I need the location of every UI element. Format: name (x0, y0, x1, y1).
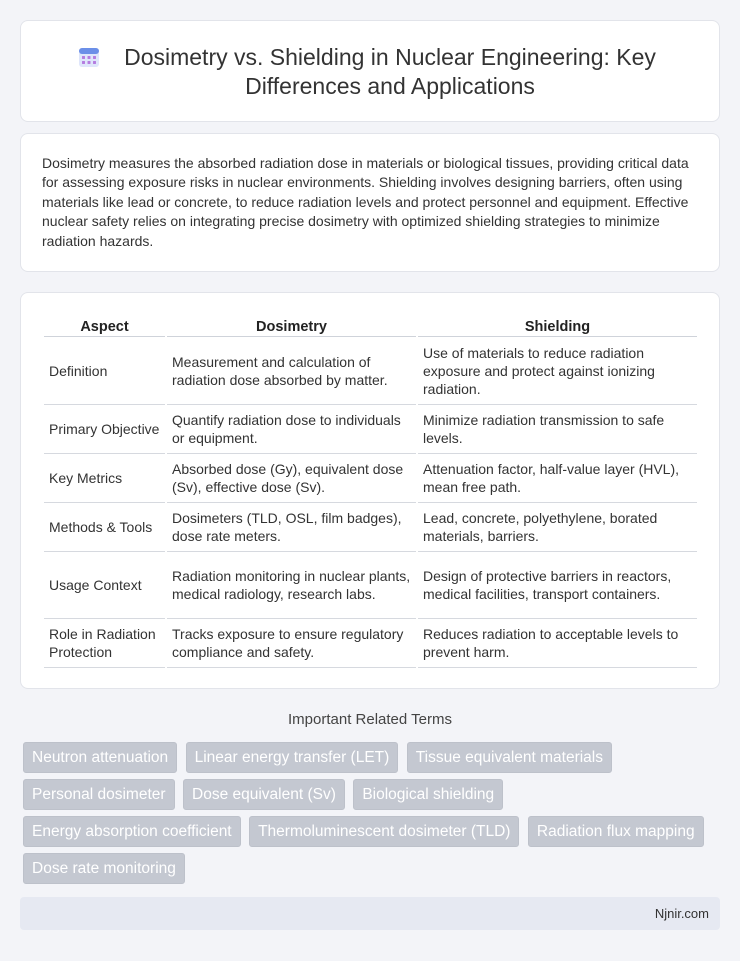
cell-dosimetry: Absorbed dose (Gy), equivalent dose (Sv), effective dose (Sv). (167, 454, 416, 503)
cell-aspect: Usage Context (44, 552, 165, 619)
comparison-table-card (20, 292, 720, 689)
cell-dosimetry: Measurement and calculation of radiation dose absorbed by matter. (167, 337, 416, 405)
intro-paragraph: Dosimetry measures the absorbed radiation dose in materials or biological tissues, providing critical data for assessing exposure risks in nuclear environments. Shielding involves designing barriers, often using materials like lead or concrete, to reduce radiation levels and protect personnel and equipment. Effective nuclear safety relies on integrating precise dosimetry with optimized shielding strategies to minimize radiation hazards. (42, 155, 689, 249)
page-title (21, 43, 719, 101)
cell-shielding: Minimize radiation transmission to safe levels. (418, 405, 697, 454)
table-row (44, 454, 697, 503)
table-row (44, 552, 697, 619)
table-row (44, 405, 697, 454)
related-term-tag[interactable]: Tissue equivalent materials (407, 742, 612, 773)
header-aspect: Aspect (44, 315, 165, 337)
related-term-tag[interactable]: Energy absorption coefficient (23, 816, 241, 847)
related-term-tag[interactable]: Thermoluminescent dosimeter (TLD) (249, 816, 519, 847)
related-term-tag[interactable]: Dose rate monitoring (23, 853, 185, 884)
cell-aspect: Role in Radiation Protection (44, 619, 165, 668)
related-term-tag[interactable]: Personal dosimeter (23, 779, 175, 810)
header-card (20, 20, 720, 122)
cell-shielding: Design of protective barriers in reactors, medical facilities, transport containers. (418, 552, 697, 619)
comparison-table (42, 315, 699, 668)
cell-dosimetry: Quantify radiation dose to individuals or equipment. (167, 405, 416, 454)
cell-aspect: Key Metrics (44, 454, 165, 503)
related-terms-title: Important Related Terms (288, 711, 452, 728)
cell-shielding: Reduces radiation to acceptable levels to prevent harm. (418, 619, 697, 668)
footer (20, 897, 720, 930)
cell-shielding: Attenuation factor, half-value layer (HVL), mean free path. (418, 454, 697, 503)
cell-shielding: Lead, concrete, polyethylene, borated materials, barriers. (418, 503, 697, 552)
cell-aspect: Methods & Tools (44, 503, 165, 552)
cell-dosimetry: Tracks exposure to ensure regulatory compliance and safety. (167, 619, 416, 668)
related-term-tag[interactable]: Biological shielding (353, 779, 503, 810)
cell-aspect: Definition (44, 337, 165, 405)
related-term-tag[interactable]: Dose equivalent (Sv) (183, 779, 345, 810)
cell-aspect: Primary Objective (44, 405, 165, 454)
related-term-tag[interactable]: Radiation flux mapping (528, 816, 704, 847)
related-term-tag[interactable]: Linear energy transfer (LET) (186, 742, 399, 773)
related-term-tag[interactable]: Neutron attenuation (23, 742, 177, 773)
footer-site-name[interactable]: Njnir.com (654, 906, 709, 921)
cell-dosimetry: Radiation monitoring in nuclear plants, medical radiology, research labs. (167, 552, 416, 619)
table-row (44, 337, 697, 405)
table-header-row (44, 315, 697, 337)
page-title-text: Dosimetry vs. Shielding in Nuclear Engineering: Key Differences and Applications (124, 44, 656, 99)
header-shielding: Shielding (418, 315, 697, 337)
cell-shielding: Use of materials to reduce radiation exposure and protect against ionizing radiation. (418, 337, 697, 405)
cell-dosimetry: Dosimeters (TLD, OSL, film badges), dose rate meters. (167, 503, 416, 552)
table-row (44, 503, 697, 552)
intro-card (20, 133, 720, 272)
table-row (44, 619, 697, 668)
related-terms-list (23, 742, 723, 890)
header-dosimetry: Dosimetry (167, 315, 416, 337)
